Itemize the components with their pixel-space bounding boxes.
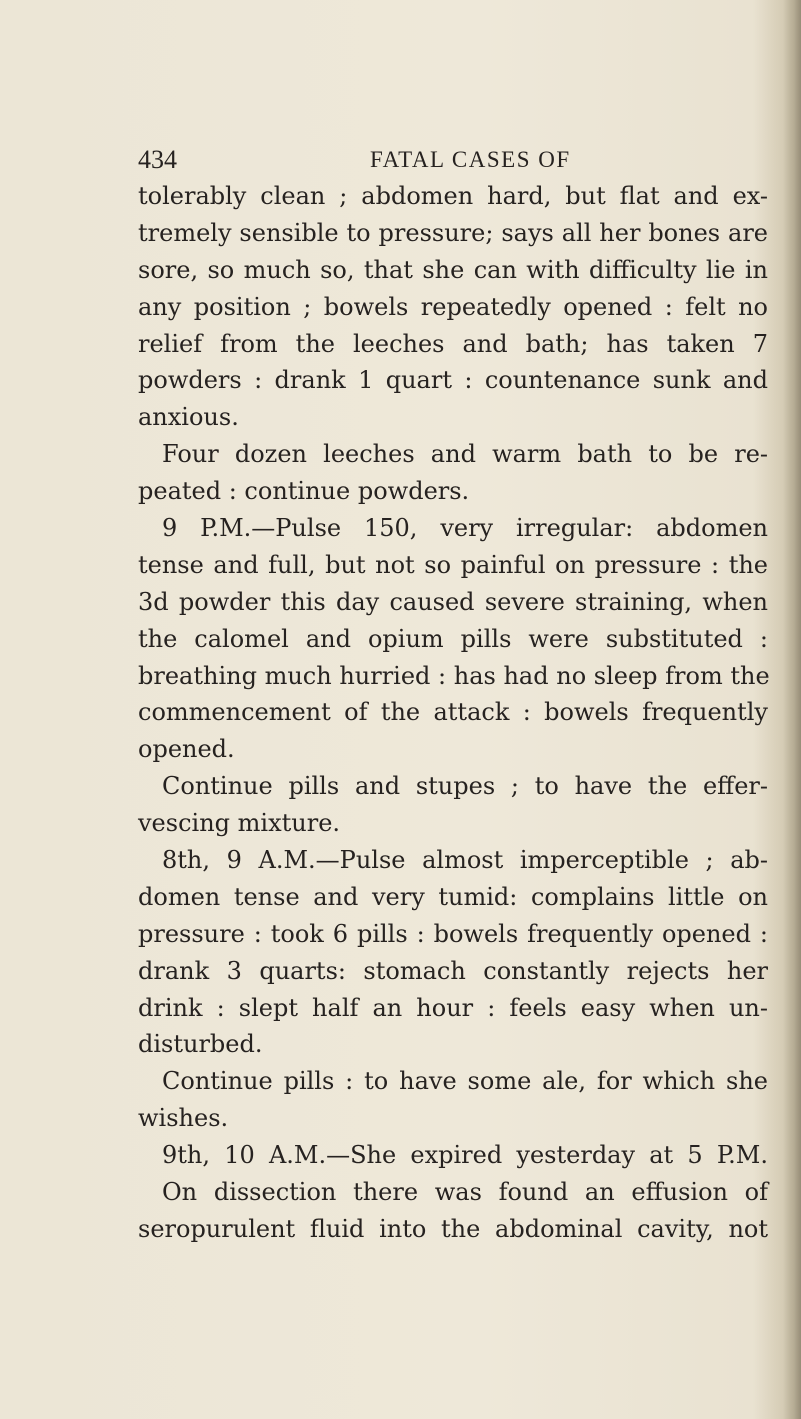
text-line: 3d powder this day caused severe straining, when [138,587,768,616]
text-line: tremely sensible to pressure; says all her bones are [138,218,768,247]
running-title: FATAL CASES OF [370,147,571,172]
page-number: 434 [138,145,177,174]
page-edge-shadow [783,0,801,1419]
text-line: Continue pills and stupes ; to have the effer- [162,772,768,801]
text-line: 9th, 10 A.M.—She expired yesterday at 5 P.M. [162,1141,768,1170]
text-line: domen tense and very tumid: complains little on [138,882,768,911]
running-head [138,145,778,175]
text-line: commencement of the attack : bowels frequently [138,698,768,727]
text-line: tense and full, but not so painful on pressure : the [138,550,768,579]
text-line: 9 P.M.—Pulse 150, very irregular: abdomen [162,514,768,543]
text-line: Continue pills : to have some ale, for which she [162,1067,768,1096]
text-line: the calomel and opium pills were substituted : [138,624,768,653]
text-line: disturbed. [138,1030,263,1059]
text-line: tolerably clean ; abdomen hard, but flat and ex- [138,182,768,210]
text-line: anxious. [138,403,239,432]
text-line: any position ; bowels repeatedly opened : felt no [138,292,768,321]
text-line: powders : drank 1 quart : countenance sunk and [138,366,768,395]
text-line: peated : continue powders. [138,477,470,506]
text-line: On dissection there was found an effusion of [162,1178,768,1207]
text-line: pressure : took 6 pills : bowels frequently opened : [138,919,768,948]
text-line: wishes. [138,1104,229,1133]
text-line: drank 3 quarts: stomach constantly rejects her [138,956,768,985]
body-text [138,178,768,1248]
text-line: breathing much hurried : has had no sleep from the [138,661,770,690]
text-line: Four dozen leeches and warm bath to be re- [162,440,768,469]
text-line: opened. [138,735,235,764]
text-line: drink : slept half an hour : feels easy when un- [138,993,768,1022]
text-line: relief from the leeches and bath; has taken 7 [138,329,768,358]
text-line: seropurulent fluid into the abdominal cavity, not [138,1214,768,1243]
text-line: 8th, 9 A.M.—Pulse almost imperceptible ; ab- [162,846,768,875]
text-line: sore, so much so, that she can with difficulty lie in [138,255,768,284]
text-line: vescing mixture. [138,809,341,838]
